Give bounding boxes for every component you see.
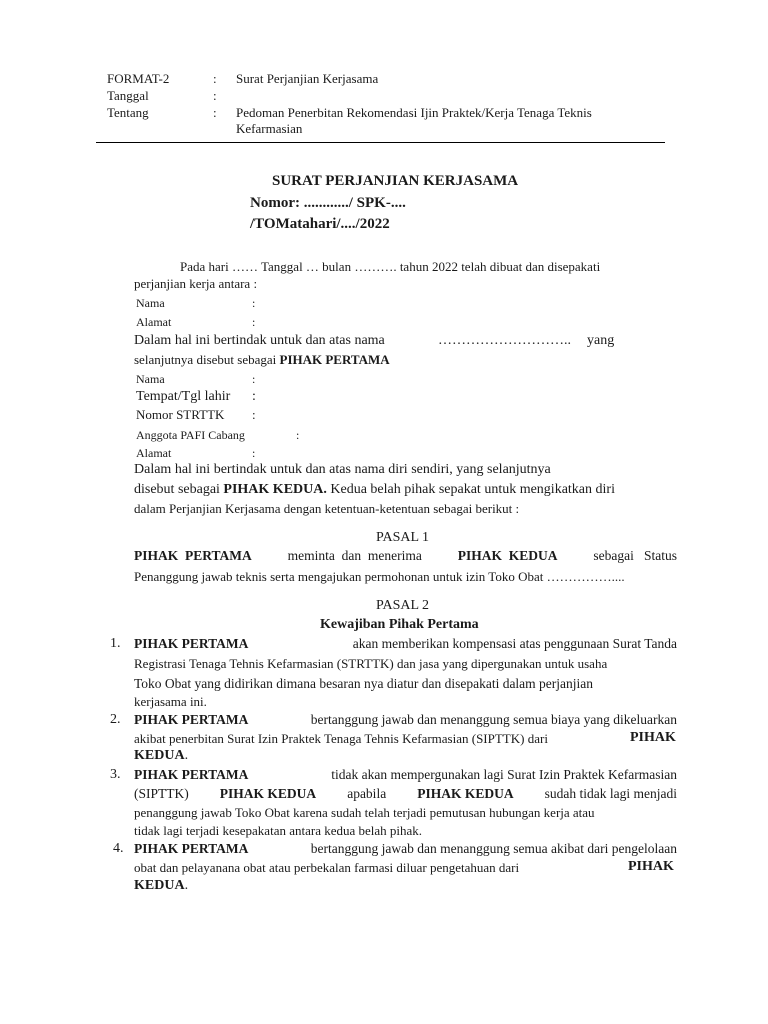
field-label: Alamat (136, 315, 172, 329)
bold-term: KEDUA (134, 878, 185, 893)
bold-term: PIHAK (630, 730, 676, 745)
header-colon: : (213, 105, 217, 120)
party-two-text-end: dalam Perjanjian Kerjasama dengan ketentuan-ketentuan sebagai berikut : (134, 501, 520, 516)
bold-term: PIHAK PERTAMA (134, 636, 249, 651)
item-line (134, 767, 677, 783)
pasal-1-line-cont: Penanggung jawab teknis serta mengajukan permohonan untuk izin Toko Obat …………….... (134, 569, 625, 584)
field-label: Nama (136, 296, 165, 310)
field-colon: : (296, 428, 300, 442)
field-colon: : (252, 446, 256, 460)
header-format-value: Surat Perjanjian Kerjasama (236, 71, 379, 86)
designation-text: Kedua belah pihak sepakat untuk mengikatkan diri (326, 482, 615, 497)
clause-text: sudah tidak lagi menjadi (544, 786, 677, 801)
clause-text: (SIPTTK) (134, 786, 189, 801)
clause-text: bertanggung jawab dan menanggung semua biaya yang dikeluarkan (310, 712, 677, 727)
clause-text: Toko Obat yang didirikan dimana besaran nya diatur dan disepakati dalam perjanjian (134, 676, 594, 691)
field-label: Nama (136, 372, 165, 386)
clause-text: sebagai Status (593, 548, 677, 563)
designation-bold: PIHAK PERTAMA (279, 352, 390, 367)
bold-term: PIHAK KEDUA (417, 786, 514, 801)
bold-term: PIHAK (628, 859, 674, 874)
header-tentang-label: Tentang (107, 105, 149, 120)
item-line: penanggung jawab Toko Obat karena sudah telah terjadi pemutusan hubungan kerja atau (134, 805, 595, 820)
header-format-label: FORMAT-2 (107, 71, 170, 86)
field-label: Tempat/Tgl lahir (136, 389, 231, 404)
bold-term: PIHAK PERTAMA (134, 548, 252, 563)
item-line: akibat penerbitan Surat Izin Praktek Tenaga Tehnis Kefarmasian (SIPTTK) dari (134, 731, 548, 746)
pasal-2-subtitle: Kewajiban Pihak Pertama (320, 617, 479, 632)
pasal-1-title: PASAL 1 (376, 530, 430, 545)
clause-text: akan memberikan kompensasi atas penggunaan Surat Tanda (352, 636, 677, 651)
opening-line: Pada hari …… Tanggal … bulan ………. tahun 2022 telah dibuat dan disepakati (180, 259, 601, 274)
field-colon: : (252, 372, 256, 386)
document-number: Nomor: ............/ SPK-.... (250, 195, 406, 211)
field-label: Alamat (136, 446, 172, 460)
item-line: kerjasama ini. (134, 694, 207, 709)
item-line (134, 676, 677, 692)
field-colon: : (252, 389, 256, 404)
bold-term: PIHAK KEDUA (457, 548, 558, 563)
party-one-designation (134, 352, 390, 368)
header-tentang-value: Pedoman Penerbitan Rekomendasi Ijin Praktek/Kerja Tenaga Teknis (236, 105, 592, 120)
clause-text: apabila (347, 786, 387, 801)
item-number: 1. (110, 636, 121, 651)
clause-text: . (184, 878, 189, 893)
item-line (134, 841, 677, 857)
bold-term: PIHAK KEDUA (219, 786, 317, 801)
party-two-designation (134, 482, 615, 498)
item-line: Registrasi Tenaga Tehnis Kefarmasian (STRTTK) dan jasa yang dipergunakan untuk usaha (134, 656, 608, 671)
header-tentang-value-cont: Kefarmasian (236, 121, 303, 136)
field-label: Nomor STRTTK (136, 407, 225, 422)
party-one-text: Dalam hal ini bertindak untuk dan atas nama (134, 333, 385, 348)
field-colon: : (252, 315, 256, 329)
bold-term: KEDUA (134, 748, 185, 763)
item-line (134, 878, 188, 894)
field-colon: : (252, 407, 256, 422)
clause-text: bertanggung jawab dan menanggung semua akibat dari pengelolaan (310, 841, 677, 856)
clause-text: . (184, 748, 189, 763)
field-colon: : (252, 296, 256, 310)
item-line (134, 712, 677, 728)
header-divider (96, 142, 665, 143)
bold-term: PIHAK PERTAMA (134, 712, 249, 727)
header-colon: : (213, 88, 217, 103)
field-label: Anggota PAFI Cabang (136, 428, 245, 442)
opening-line-cont: perjanjian kerja antara : (134, 276, 258, 291)
header-tanggal-label: Tanggal (107, 88, 149, 103)
item-line: obat dan pelayanana obat atau perbekalan farmasi diluar pengetahuan dari (134, 860, 520, 875)
item-line: tidak lagi terjadi kesepakatan antara kedua belah pihak. (134, 823, 423, 838)
bold-term: PIHAK PERTAMA (134, 841, 249, 856)
item-line (134, 786, 677, 802)
pasal-1-line (134, 548, 677, 564)
party-one-dots: ……………………….. (438, 333, 571, 348)
party-two-text: Dalam hal ini bertindak untuk dan atas nama diri sendiri, yang selanjutnya (134, 462, 551, 477)
item-line (134, 748, 188, 764)
item-number: 2. (110, 712, 121, 727)
designation-text: selanjutnya disebut sebagai (134, 352, 280, 367)
item-number: 3. (110, 767, 121, 782)
item-line (134, 636, 677, 652)
document-title: SURAT PERJANJIAN KERJASAMA (272, 173, 519, 189)
clause-text: meminta dan menerima (287, 548, 422, 563)
bold-term: PIHAK PERTAMA (134, 767, 249, 782)
header-colon: : (213, 71, 217, 86)
pasal-2-title: PASAL 2 (376, 598, 430, 613)
document-number-suffix: /TOMatahari/..../2022 (250, 216, 390, 232)
item-number: 4. (113, 841, 124, 856)
designation-text: disebut sebagai (134, 482, 224, 497)
designation-bold: PIHAK KEDUA. (223, 482, 327, 497)
clause-text: tidak akan mempergunakan lagi Surat Izin Praktek Kefarmasian (331, 767, 677, 782)
party-one-text-end: yang (587, 333, 615, 348)
